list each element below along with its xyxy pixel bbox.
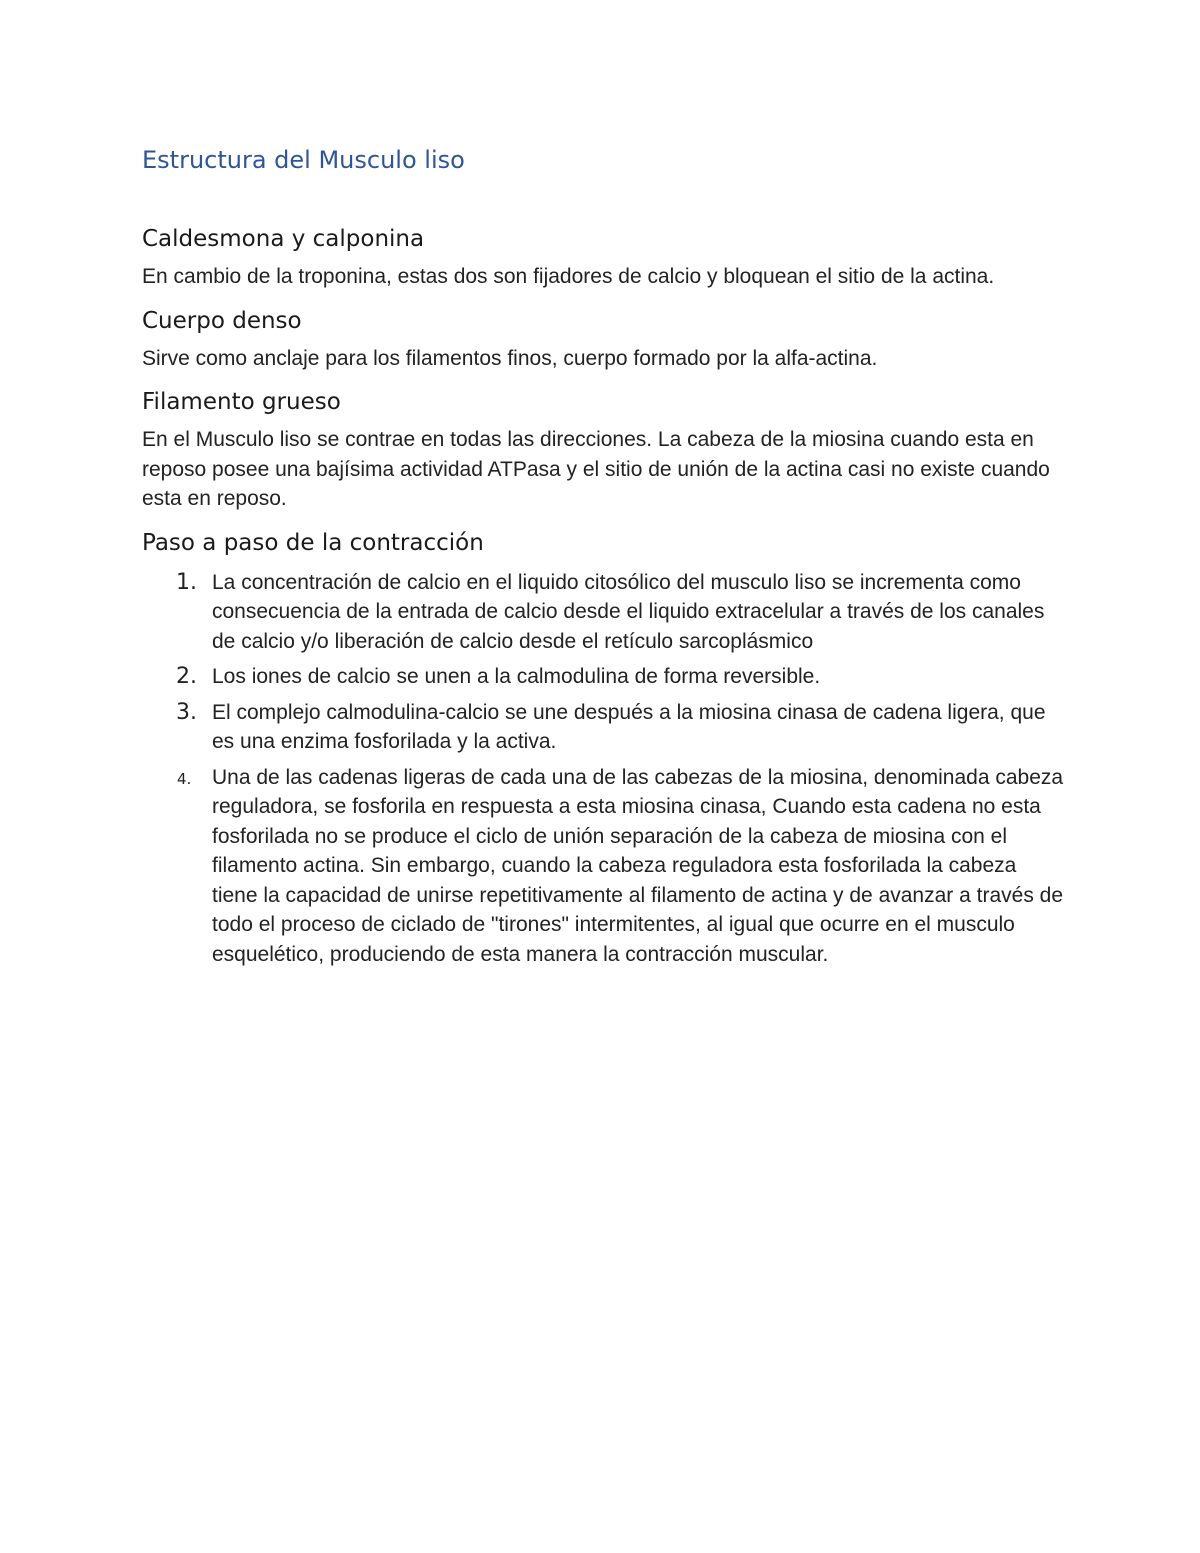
step-item [142, 763, 1067, 970]
section-heading: Cuerpo denso [142, 307, 302, 334]
steps-list [142, 568, 1067, 970]
step-text: El complejo calmodulina-calcio se une después a la miosina cinasa de cadena ligera, que es una enzima fosforilada y la activa. [212, 700, 1046, 753]
section-paragraph: Sirve como anclaje para los filamentos finos, cuerpo formado por la alfa-actina. [142, 346, 878, 370]
document-title: Estructura del Musculo liso [142, 146, 465, 174]
step-item [142, 662, 1067, 692]
section-paragraph: En cambio de la troponina, estas dos son fijadores de calcio y bloquean el sitio de la actina. [142, 265, 995, 288]
section-paso-a-paso [142, 528, 1067, 970]
section-filamento-grueso [142, 387, 1067, 514]
step-text: Una de las cadenas ligeras de cada una de las cabezas de la miosina, denominada cabeza reguladora, se fosforila en respuesta a esta miosina cinasa, Cuando esta cadena no esta fosforilada no se produce el ciclo de unión separación de la cabeza de miosina con el filamento actina. Sin embargo, cuando la cabeza reguladora esta fosforilada la cabeza tiene la capacidad de unirse repetitivamente al filamento de actina y de avanzar a través de todo el proceso de ciclado de "tirones" intermitentes, al igual que ocurre en el musculo esquelético, produciendo de esta manera la contracción muscular. [212, 765, 1064, 966]
section-cuerpo-denso [142, 306, 1067, 374]
section-heading: Filamento grueso [142, 389, 341, 415]
step-text: Los iones de calcio se unen a la calmodulina de forma reversible. [212, 665, 821, 688]
step-item [142, 698, 1067, 757]
section-heading: Paso a paso de la contracción [142, 529, 484, 556]
section-caldesmona [142, 224, 1067, 292]
step-number: 3. [176, 699, 197, 725]
step-number: 1. [176, 569, 197, 595]
step-number: 2. [176, 664, 197, 689]
section-paragraph: En el Musculo liso se contrae en todas las direcciones. La cabeza de la miosina cuando esta en reposo posee una bajísima actividad ATPasa y el sitio de unión de la actina casi no existe cuando esta en reposo. [142, 428, 1050, 510]
step-text: La concentración de calcio en el liquido citosólico del musculo liso se incrementa como consecuencia de la entrada de calcio desde el liquido extracelular a través de los canales de calcio y/o liberación de calcio desde el retículo sarcoplásmico [212, 570, 1045, 653]
step-item [142, 568, 1067, 657]
step-number: 4. [177, 769, 192, 788]
section-heading: Caldesmona y calponina [142, 226, 425, 252]
document-body [142, 140, 1067, 975]
